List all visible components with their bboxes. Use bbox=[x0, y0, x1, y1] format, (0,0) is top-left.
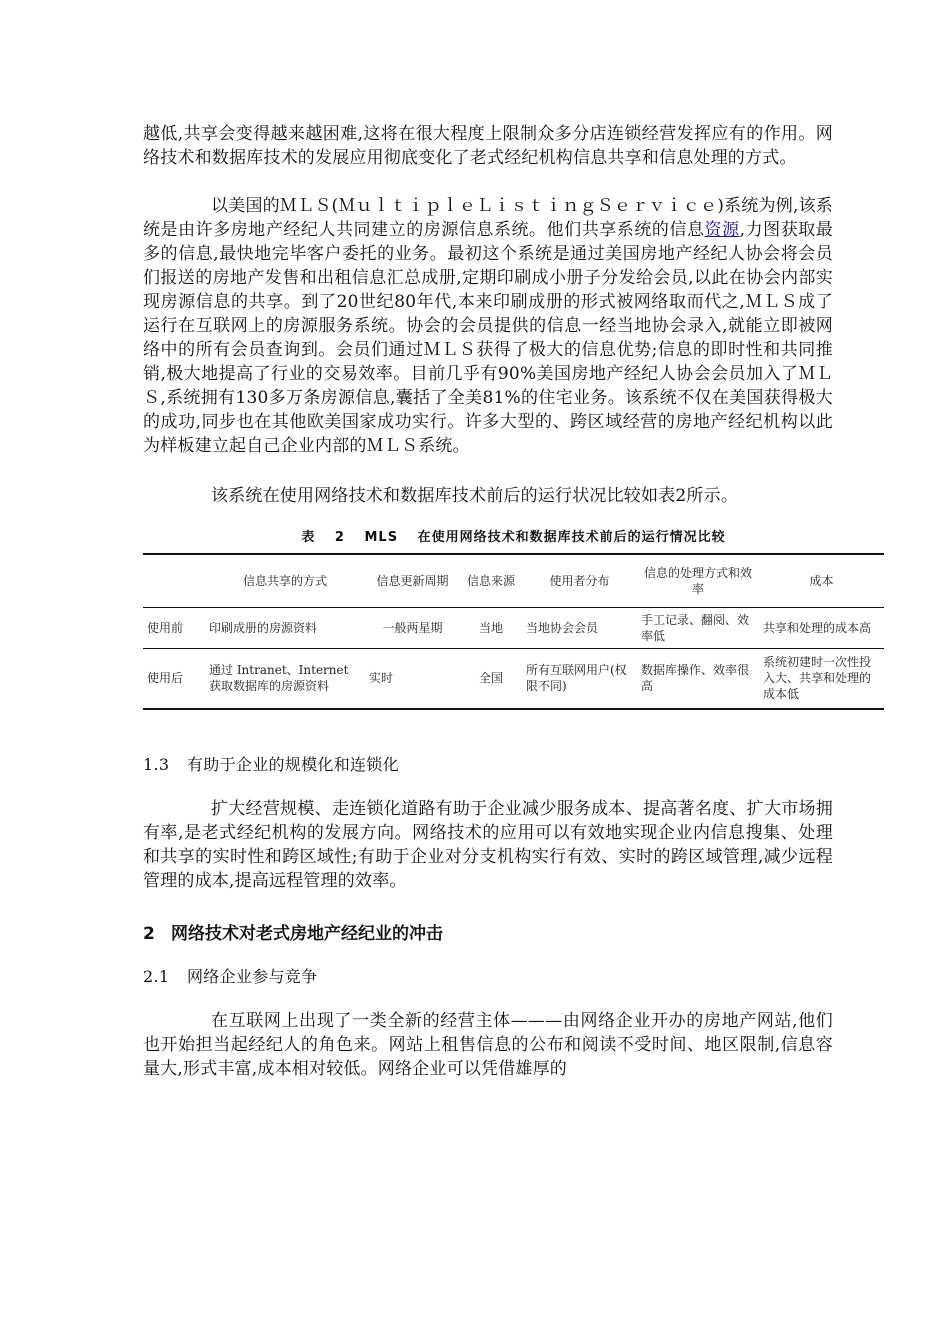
section-1-3-heading bbox=[143, 752, 833, 775]
resource-link[interactable]: 资源 bbox=[704, 220, 740, 240]
table-caption: 表 2 MLS 在使用网络技术和数据库技术前后的运行情况比较 bbox=[301, 530, 726, 545]
section-number: 1.3 bbox=[143, 754, 170, 774]
paragraph-4: 扩大经营规模、走连锁化道路有助于企业减少服务成本、提高著名度、扩大市场拥有率,是老式经纪机构的发展方向。网络技术的应用可以有效地实现企业内信息搜集、处理和共享的实时性和跨区域性;有助于企业对分支机构实行有效、实时的跨区域管理,减少远程管理的成本,提高远程管理的效率。 bbox=[143, 798, 833, 891]
section-number: 2.1 bbox=[143, 966, 170, 986]
table-header-cell: 信息的处理方式和效率 bbox=[643, 566, 752, 596]
table-cell: 当地协会会员 bbox=[526, 621, 599, 635]
section-number: 2 bbox=[143, 923, 155, 944]
table-row bbox=[143, 608, 884, 649]
section-title: 有助于企业的规模化和连锁化 bbox=[187, 754, 399, 774]
table-row bbox=[143, 649, 884, 709]
paragraph-2-text-a: 以美国的ＭＬＳ(ＭｕｌｔｉｐｌｅＬｉｓｔｉｎｇＳｅｒｖｉｃｅ)系统为例,该系统是由许多房地产经纪人共同建立的房源信息系统。他们共享系统的信息 bbox=[143, 196, 833, 240]
table-cell: 所有互联网用户(权限不同) bbox=[526, 663, 627, 694]
table-header-cell: 信息来源 bbox=[466, 574, 515, 588]
document-page bbox=[143, 122, 872, 1081]
table-cell: 一般两星期 bbox=[382, 621, 443, 635]
table-cell: 系统初建时一次性投入大、共享和处理的成本低 bbox=[763, 655, 872, 702]
paragraph-1: 越低,共享会变得越来越困难,这将在很大程度上限制众多分店连锁经营发挥应有的作用。网络技术和数据库技术的发展应用彻底变化了老式经纪机构信息共享和信息处理的方式。 bbox=[143, 124, 833, 168]
section-2-heading bbox=[143, 919, 833, 944]
paragraph-5: 在互联网上出现了一类全新的经营主体———由网络企业开办的房地产网站,他们也开始担当起经纪人的角色来。网站上租售信息的公布和阅读不受时间、地区限制,信息容量大,形式丰富,成本相对较低。网络企业可以凭借雄厚的 bbox=[143, 1010, 833, 1079]
table-cell: 全国 bbox=[478, 671, 503, 686]
paragraph-2 bbox=[143, 194, 833, 458]
table-header-row bbox=[143, 554, 884, 608]
section-2-1-heading bbox=[143, 964, 833, 987]
table-header-cell: 信息共享的方式 bbox=[242, 574, 327, 588]
table-header-cell bbox=[143, 554, 205, 608]
table-cell: 当地 bbox=[478, 621, 503, 635]
table-header-cell: 使用者分布 bbox=[549, 574, 610, 588]
table-header-cell: 信息更新周期 bbox=[376, 574, 449, 588]
table-cell: 印刷成册的房源资料 bbox=[209, 621, 318, 635]
paragraph-2-text-b: ,力图获取最多的信息,最快地完毕客户委托的业务。最初这个系统是通过美国房地产经纪人协会将会员们报送的房地产发售和出租信息汇总成册,定期印刷成小册子分发给会员,以此在协会内部实现房源信息的共享。到了20世纪80年代,本来印刷成册的形式被网络取而代之,ＭＬＳ成了运行在互联网上的房源服务系统。协会的会员提供的信息一经当地协会录入,就能立即被网络中的所有会员查询到。会员们通过ＭＬＳ获得了极大的信息优势;信息的即时性和共同推销,极大地提高了行业的交易效率。目前几乎有90%美国房地产经纪人协会会员加入了ＭＬＳ,系统拥有130多万条房源信息,囊括了全美81%的住宅业务。该系统不仅在美国获得极大的成功,同步也在其他欧美国家成功实行。许多大型的、跨区域经营的房地产经纪机构以此为样板建立起自己企业内部的ＭＬＳ系统。 bbox=[143, 220, 834, 456]
table-cell: 数据库操作、效率很高 bbox=[641, 663, 750, 694]
paragraph-3: 该系统在使用网络技术和数据库技术前后的运行状况比较如表2所示。 bbox=[211, 486, 739, 506]
table-cell: 通过 Intranet、Internet 获取数据库的房源资料 bbox=[209, 663, 349, 694]
section-title: 网络技术对老式房地产经纪业的冲击 bbox=[171, 923, 443, 944]
table-block bbox=[143, 526, 884, 710]
comparison-table bbox=[143, 553, 884, 710]
table-cell: 共享和处理的成本高 bbox=[763, 621, 872, 635]
table-header-cell: 成本 bbox=[809, 574, 834, 588]
table-cell: 使用后 bbox=[147, 671, 184, 686]
table-cell: 手工记录、翻阅、效率低 bbox=[641, 613, 750, 643]
table-cell: 实时 bbox=[369, 671, 394, 686]
table-cell: 使用前 bbox=[147, 621, 184, 635]
section-title: 网络企业参与竞争 bbox=[187, 966, 318, 986]
